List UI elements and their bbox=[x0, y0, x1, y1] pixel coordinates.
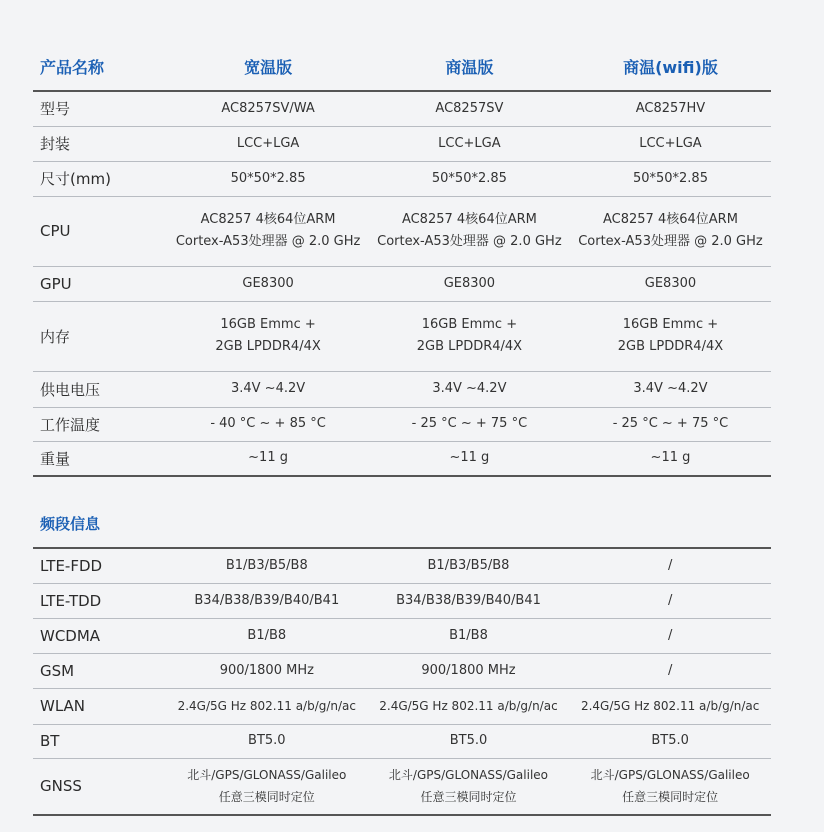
cell-line: - 25 °C ~ + 75 °C bbox=[612, 416, 729, 431]
cell-value bbox=[167, 301, 369, 371]
cell-value bbox=[569, 548, 771, 583]
spec-table-body bbox=[33, 91, 771, 476]
row-label: CPU bbox=[33, 196, 167, 266]
cell-line: ~11 g bbox=[449, 450, 490, 466]
cell-line: / bbox=[667, 592, 673, 608]
cell-line: B1/B8 bbox=[449, 627, 488, 643]
cell-line: 16GB Emmc + bbox=[220, 317, 316, 332]
cell-value bbox=[369, 371, 570, 407]
band-table bbox=[33, 547, 771, 816]
cell-line: BT5.0 bbox=[449, 733, 488, 748]
cell-line: 3.4V ~4.2V bbox=[432, 381, 507, 396]
cell-value bbox=[166, 758, 368, 815]
cell-line: LCC+LGA bbox=[639, 135, 702, 151]
cell-line: - 25 °C ~ + 75 °C bbox=[411, 416, 528, 431]
cell-line: 16GB Emmc + bbox=[421, 317, 518, 332]
cell-line: 50*50*2.85 bbox=[230, 170, 306, 186]
cell-line: ~11 g bbox=[650, 450, 691, 466]
cell-line: 2.4G/5G Hz 802.11 a/b/g/n/ac bbox=[177, 699, 357, 713]
cell-value bbox=[167, 371, 369, 407]
band-section-title: 频段信息 bbox=[40, 515, 101, 533]
cell-value bbox=[570, 161, 771, 196]
cell-value bbox=[570, 371, 771, 407]
row-label: 封装 bbox=[33, 126, 167, 161]
row-label: GPU bbox=[33, 266, 167, 301]
cell-value bbox=[369, 91, 570, 126]
table-row bbox=[33, 758, 771, 815]
cell-line: AC8257 4核64位ARM bbox=[603, 212, 738, 227]
cell-value bbox=[369, 301, 570, 371]
cell-line: 3.4V ~4.2V bbox=[230, 381, 306, 396]
cell-line: AC8257 4核64位ARM bbox=[401, 212, 537, 227]
cell-value bbox=[569, 724, 771, 758]
cell-line: 2.4G/5G Hz 802.11 a/b/g/n/ac bbox=[379, 699, 558, 713]
cell-value bbox=[368, 758, 570, 815]
cell-value bbox=[369, 196, 570, 266]
cell-value bbox=[570, 91, 771, 126]
cell-line: GE8300 bbox=[443, 275, 496, 291]
cell-line: LCC+LGA bbox=[236, 135, 300, 151]
cell-value bbox=[569, 583, 771, 618]
cell-line: B34/B38/B39/B40/B41 bbox=[194, 592, 340, 608]
row-label: 供电电压 bbox=[33, 371, 167, 407]
row-label: WCDMA bbox=[33, 618, 166, 653]
table-row bbox=[33, 548, 771, 583]
cell-line: B1/B3/B5/B8 bbox=[427, 557, 510, 573]
cell-value bbox=[166, 688, 368, 724]
row-label: 工作温度 bbox=[33, 407, 167, 441]
spec-header-row bbox=[33, 42, 771, 91]
cell-line: 北斗/GPS/GLONASS/Galileo bbox=[590, 768, 750, 783]
cell-value bbox=[569, 688, 771, 724]
cell-value bbox=[167, 407, 369, 441]
cell-value bbox=[368, 688, 570, 724]
row-label: GSM bbox=[33, 653, 166, 688]
table-row bbox=[33, 653, 771, 688]
cell-value bbox=[368, 724, 570, 758]
cell-value bbox=[167, 126, 369, 161]
cell-value bbox=[570, 441, 771, 476]
cell-line: 900/1800 MHz bbox=[219, 662, 314, 678]
cell-line: 北斗/GPS/GLONASS/Galileo bbox=[187, 768, 347, 783]
cell-line: 任意三模同时定位 bbox=[420, 790, 517, 805]
cell-value bbox=[368, 653, 570, 688]
table-row bbox=[33, 196, 771, 266]
table-row bbox=[33, 91, 771, 126]
cell-line: BT5.0 bbox=[651, 733, 689, 748]
cell-value bbox=[167, 266, 369, 301]
cell-line: 50*50*2.85 bbox=[632, 170, 708, 186]
table-row bbox=[33, 618, 771, 653]
cell-line: 16GB Emmc + bbox=[622, 317, 719, 332]
cell-value bbox=[167, 161, 369, 196]
cell-line: LCC+LGA bbox=[438, 135, 501, 151]
row-label: GNSS bbox=[33, 758, 166, 815]
row-label: 重量 bbox=[33, 441, 167, 476]
cell-value bbox=[569, 653, 771, 688]
cell-line: 2GB LPDDR4/4X bbox=[215, 339, 321, 354]
header-commercial-wifi: 商温(wifi)版 bbox=[623, 57, 718, 77]
cell-value bbox=[570, 196, 771, 266]
row-label: 尺寸(mm) bbox=[33, 161, 167, 196]
cell-value bbox=[369, 441, 570, 476]
table-row bbox=[33, 583, 771, 618]
cell-value bbox=[166, 618, 368, 653]
cell-line: BT5.0 bbox=[248, 733, 286, 748]
header-wide-temp: 宽温版 bbox=[244, 57, 293, 77]
cell-line: 2GB LPDDR4/4X bbox=[617, 339, 724, 354]
cell-line: AC8257SV/WA bbox=[221, 100, 315, 116]
header-product-name: 产品名称 bbox=[40, 57, 105, 77]
cell-value bbox=[166, 724, 368, 758]
cell-value bbox=[369, 266, 570, 301]
cell-value bbox=[569, 618, 771, 653]
cell-line: AC8257HV bbox=[635, 100, 706, 116]
spec-table bbox=[33, 42, 771, 477]
cell-value bbox=[369, 161, 570, 196]
cell-line: / bbox=[667, 627, 673, 643]
table-row bbox=[33, 126, 771, 161]
cell-line: 2.4G/5G Hz 802.11 a/b/g/n/ac bbox=[580, 699, 760, 713]
cell-line: B1/B3/B5/B8 bbox=[225, 557, 308, 573]
table-row bbox=[33, 161, 771, 196]
cell-value bbox=[570, 301, 771, 371]
cell-value bbox=[369, 126, 570, 161]
cell-line: Cortex-A53处理器 @ 2.0 GHz bbox=[578, 234, 763, 249]
cell-line: / bbox=[667, 557, 673, 573]
cell-value bbox=[167, 196, 369, 266]
cell-value bbox=[166, 583, 368, 618]
cell-value bbox=[368, 548, 570, 583]
cell-value bbox=[569, 758, 771, 815]
cell-value bbox=[368, 583, 570, 618]
cell-value bbox=[369, 407, 570, 441]
cell-line: Cortex-A53处理器 @ 2.0 GHz bbox=[377, 234, 562, 249]
row-label: 型号 bbox=[33, 91, 167, 126]
cell-value bbox=[166, 548, 368, 583]
cell-line: 北斗/GPS/GLONASS/Galileo bbox=[388, 768, 549, 783]
table-row bbox=[33, 441, 771, 476]
cell-line: 2GB LPDDR4/4X bbox=[416, 339, 523, 354]
cell-value bbox=[570, 126, 771, 161]
band-table-body bbox=[33, 548, 771, 815]
cell-line: AC8257SV bbox=[435, 100, 504, 116]
cell-line: GE8300 bbox=[644, 275, 697, 291]
table-row bbox=[33, 688, 771, 724]
table-row bbox=[33, 407, 771, 441]
table-row bbox=[33, 266, 771, 301]
table-row bbox=[33, 371, 771, 407]
header-commercial-temp: 商温版 bbox=[445, 57, 494, 77]
cell-value bbox=[167, 441, 369, 476]
row-label: LTE-FDD bbox=[33, 548, 166, 583]
cell-value bbox=[368, 618, 570, 653]
cell-line: 3.4V ~4.2V bbox=[633, 381, 708, 396]
cell-line: GE8300 bbox=[242, 275, 294, 291]
cell-line: Cortex-A53处理器 @ 2.0 GHz bbox=[175, 234, 361, 249]
table-row bbox=[33, 724, 771, 758]
cell-line: 任意三模同时定位 bbox=[218, 790, 315, 805]
cell-line: AC8257 4核64位ARM bbox=[200, 212, 336, 227]
row-label: BT bbox=[33, 724, 166, 758]
cell-line: B34/B38/B39/B40/B41 bbox=[396, 592, 541, 608]
row-label: LTE-TDD bbox=[33, 583, 166, 618]
table-row bbox=[33, 301, 771, 371]
cell-line: 50*50*2.85 bbox=[431, 170, 507, 186]
cell-value bbox=[570, 407, 771, 441]
row-label: 内存 bbox=[33, 301, 167, 371]
cell-line: / bbox=[667, 662, 673, 678]
cell-line: - 40 °C ~ + 85 °C bbox=[210, 416, 326, 431]
cell-value bbox=[167, 91, 369, 126]
cell-line: 900/1800 MHz bbox=[421, 662, 516, 678]
cell-line: ~11 g bbox=[248, 450, 288, 466]
cell-line: B1/B8 bbox=[247, 627, 287, 643]
cell-value bbox=[570, 266, 771, 301]
cell-value bbox=[166, 653, 368, 688]
cell-line: 任意三模同时定位 bbox=[622, 790, 719, 805]
row-label: WLAN bbox=[33, 688, 166, 724]
